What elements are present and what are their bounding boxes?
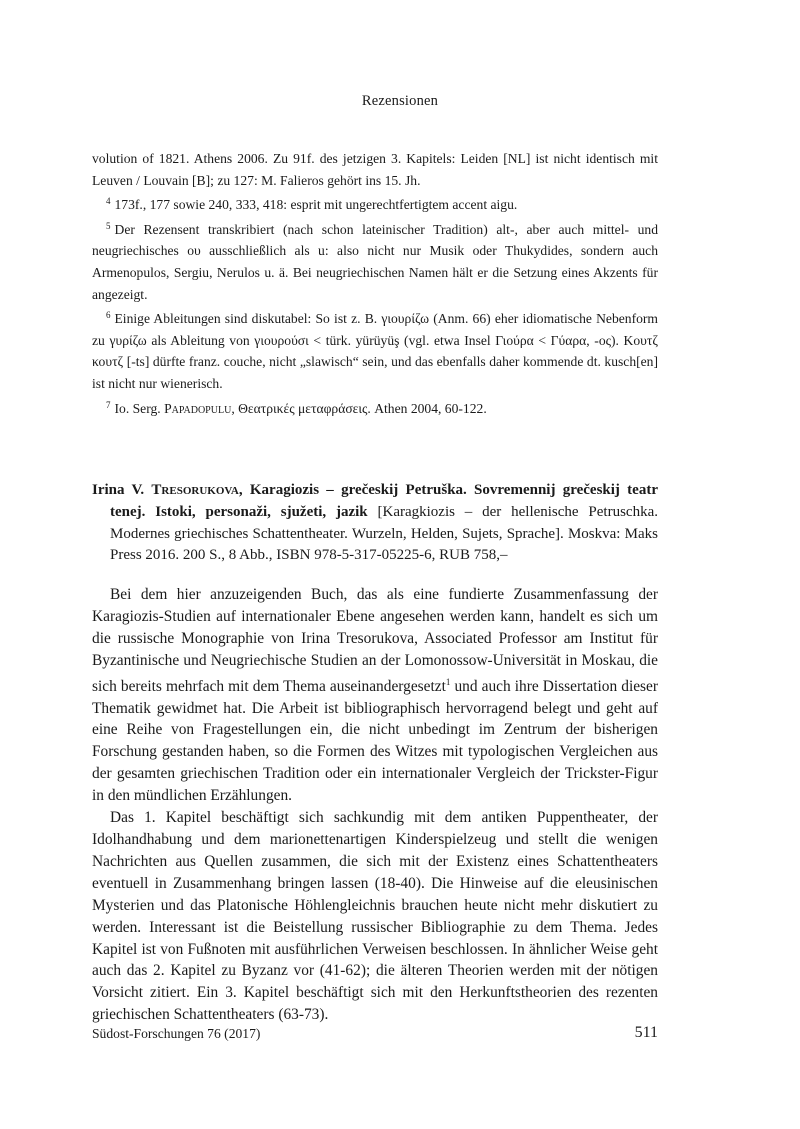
- footnote-text: Einige Ableitungen sind diskutabel: So ist z. B. γιουρίζω (Anm. 66) eher idiomatische Nebenform zu γυρίζω als Ableitung von γιουρούσι < türk. yürüyüş (vgl. etwa Insel Γιούρα < Γύαρα, -ος). Κουτζ κουτζ [-ts] dürfte franz. couche, nicht „slawisch“ sein, und das ebenfalls daher kommende dt. kusch[en] ist nicht nur wienerisch.: [92, 311, 658, 391]
- footnote-continuation: volution of 1821. Athens 2006. Zu 91f. des jetzigen 3. Kapitels: Leiden [NL] ist nicht identisch mit Leuven / Louvain [B]; zu 127: M. Falieros gehört ins 15. Jh.: [92, 151, 658, 188]
- body-paragraph-1: [92, 584, 658, 807]
- review-body: [92, 584, 658, 1026]
- running-head: Rezensionen: [361, 93, 439, 109]
- footnote-text: Der Rezensent transkribiert (nach schon lateinischer Tradition) alt-, aber auch mittel- und neugriechisches ου ausschließlich als u: also nicht nur Musik oder Thukydides, sondern auch Armenopulos, Sergiu, Nerulos u. ä. Bei neugriechischen Namen hält er die Setzung eines Akzents für angezeigt.: [92, 221, 658, 302]
- footnote-text-post: , Θεατρικές μεταφράσεις. Athen 2004, 60-122.: [231, 400, 487, 416]
- footnote-6: [92, 305, 658, 394]
- body-paragraph-2: Das 1. Kapitel beschäftigt sich sachkundig mit dem antiken Puppentheater, der Idolhandhabung und dem marionettenartigen Kinderspielzeug und stellt die wenigen Nachrichten aus Quellen zusammen, die sich mit der Existenz eines Schattentheaters eventuell in Zusammenhang bringen lassen (18-40). Die Hinweise auf die eleusinischen Mysterien und das Platonische Höhlengleichnis brauchen heute nicht mehr diskutiert zu werden. Interessant ist die Beistellung russischer Bibliographie zu dem Thema. Jedes Kapitel ist von Fußnoten mit ausführlichen Verweisen beschlossen. In ähnlicher Weise geht auch das 2. Kapitel zu Byzanz vor (41-62); die älteren Theorien werden mit der nötigen Vorsicht zitiert. Ein 3. Kapitel beschäftigt sich mit den Herkunftstheorien des rezenten griechischen Schattentheaters (63-73).: [92, 809, 658, 1024]
- footnote-number: 7: [106, 399, 111, 410]
- journal-name: Südost-Forschungen 76 (2017): [92, 1026, 261, 1041]
- footnote-text: 173f., 177 sowie 240, 333, 418: esprit mit ungerechtfertigtem accent aigu.: [114, 197, 518, 213]
- paragraph-text: Bei dem hier anzuzeigenden Buch, das als eine fundierte Zusammenfassung der Karagiozis-Studien auf internationaler Ebene angesehen werden kann, handelt es sich um die russische Monographie von Irina Tresorukova, Associated Professor am Institut für Byzantinische und Neugriechische Studien an der Lomonossow-Universität in Moskau, die sich bereits mehrfach mit dem Thema auseinandergesetzt: [92, 586, 658, 695]
- review-author-first: Irina V.: [92, 482, 152, 498]
- footnote-number: 6: [106, 310, 111, 321]
- review-author-last: Tresorukova: [151, 482, 239, 498]
- review-heading: [92, 480, 658, 567]
- review-book-details: [Karagkiozis – der hellenische Petruschka. Modernes griechisches Schattentheater. Wurzeln, Helden, Sujets, Sprache]. Moskva: Maks Press 2016. 200 S., 8 Abb., ISBN 978-5-317-05225-6, RUB 758,–: [110, 503, 658, 564]
- page-number: 511: [634, 1024, 658, 1041]
- review-book-title: , Karagiozis – grečeskij Petruška. Sovremennij grečeskij teatr tenej. Istoki, personaži, sjužeti, jazik: [110, 482, 658, 520]
- footnote-reference: 1: [445, 676, 451, 687]
- footnote-number: 5: [106, 220, 111, 231]
- footnotes-block: [92, 148, 658, 419]
- paragraph-text: und auch ihre Dissertation dieser Thematik gewidmet hat. Die Arbeit ist bibliographisch hervorragend belegt und geht auf eine Reihe von Fragestellungen ein, die nicht unbedingt im Zentrum der bisherigen Forschung gestanden haben, so die Formen des Witzes mit typologischen Vergleichen aus der gesamten griechischen Tradition oder ein internationaler Vergleich der Trickster-Figur in den mündlichen Erzählungen.: [92, 677, 658, 805]
- review-citation: [92, 480, 658, 567]
- footnote-text-pre: Io. Serg.: [114, 400, 165, 416]
- footnote-author-name: Papadopulu: [164, 400, 232, 416]
- footnote-7: [92, 395, 658, 420]
- footnote-4: [92, 191, 658, 216]
- footnote-number: 4: [106, 196, 111, 207]
- footnote-5: [92, 216, 658, 305]
